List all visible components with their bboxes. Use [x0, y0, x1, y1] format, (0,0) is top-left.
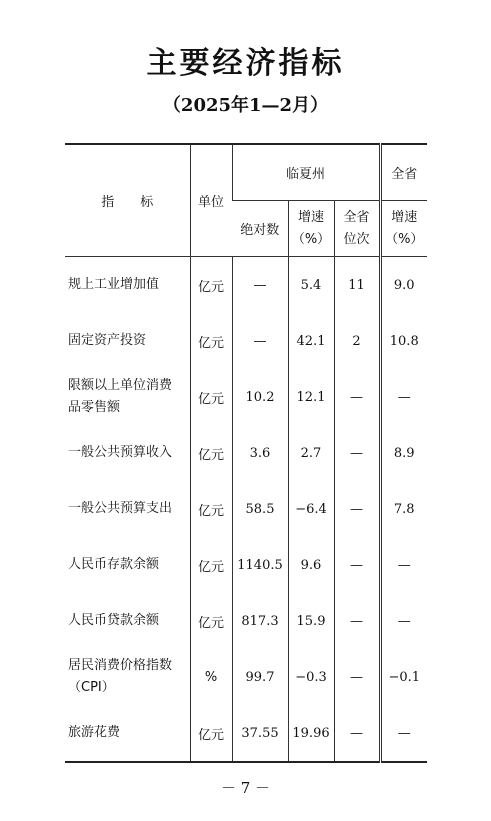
indicator-cell	[65, 425, 190, 481]
indicator-name: 一般公共预算支出	[68, 501, 173, 516]
unit-cell: 亿元	[190, 425, 232, 481]
indicator-name: 规上工业增加值	[68, 277, 160, 292]
table-row	[65, 369, 427, 425]
column-header-rank	[334, 201, 380, 257]
province-growth-cell: —	[380, 369, 427, 425]
rank-cell: —	[334, 481, 380, 537]
absolute-value-cell: —	[232, 313, 288, 369]
rank-cell: —	[334, 369, 380, 425]
rank-cell: —	[334, 537, 380, 593]
page-subtitle: （2025年1—2月）	[162, 95, 329, 116]
province-growth-cell: —	[380, 705, 427, 762]
indicator-name: 人民币贷款余额	[68, 613, 160, 628]
indicator-name: 固定资产投资	[68, 333, 147, 348]
indicator-name: 一般公共预算收入	[68, 445, 173, 460]
province-growth-cell: —	[380, 537, 427, 593]
unit-cell: 亿元	[190, 593, 232, 649]
province-growth-cell: 8.9	[380, 425, 427, 481]
indicator-table	[65, 143, 427, 763]
table-row	[65, 593, 427, 649]
rank-cell: —	[334, 593, 380, 649]
rank-cell: 11	[334, 257, 380, 314]
indicator-cell	[65, 705, 190, 762]
table-row	[65, 649, 427, 705]
column-group-province: 全省	[380, 144, 427, 201]
indicator-name-line2: 品零售额	[68, 400, 121, 415]
column-header-province-growth	[380, 201, 427, 257]
indicator-cell	[65, 649, 190, 705]
column-header-growth-line1: 增速	[297, 209, 324, 225]
growth-cell: 5.4	[288, 257, 334, 314]
column-group-linxia: 临夏州	[232, 144, 380, 201]
absolute-value-cell: 817.3	[232, 593, 288, 649]
column-header-rank-line2: 位次	[343, 231, 370, 247]
indicator-name: 人民币存款余额	[68, 557, 160, 572]
absolute-value-cell: 58.5	[232, 481, 288, 537]
unit-cell: 亿元	[190, 705, 232, 762]
absolute-value-cell: 3.6	[232, 425, 288, 481]
indicator-name-line1: 居民消费价格指数	[68, 658, 173, 673]
province-growth-cell: 9.0	[380, 257, 427, 314]
growth-cell: −0.3	[288, 649, 334, 705]
growth-cell: 12.1	[288, 369, 334, 425]
growth-cell: 42.1	[288, 313, 334, 369]
indicator-cell	[65, 369, 190, 425]
table-row	[65, 313, 427, 369]
rank-cell: —	[334, 649, 380, 705]
indicator-cell	[65, 537, 190, 593]
column-header-unit: 单位	[190, 144, 232, 257]
province-growth-cell: 10.8	[380, 313, 427, 369]
column-header-absolute: 绝对数	[240, 223, 280, 238]
column-header-growth-line2: （%）	[291, 231, 331, 247]
province-growth-cell: —	[380, 593, 427, 649]
page-title: 主要经济指标	[146, 46, 345, 81]
absolute-value-cell: 10.2	[232, 369, 288, 425]
column-header-indicator: 指 标	[101, 195, 154, 210]
growth-cell: 9.6	[288, 537, 334, 593]
growth-cell: 15.9	[288, 593, 334, 649]
table-row	[65, 425, 427, 481]
rank-cell: —	[334, 425, 380, 481]
province-growth-cell: 7.8	[380, 481, 427, 537]
rank-cell: —	[334, 705, 380, 762]
indicator-cell	[65, 593, 190, 649]
indicator-cell	[65, 257, 190, 314]
growth-cell: 2.7	[288, 425, 334, 481]
table-row	[65, 481, 427, 537]
indicator-name-line1: 限额以上单位消费	[68, 378, 173, 393]
column-header-growth	[288, 201, 334, 257]
absolute-value-cell: 99.7	[232, 649, 288, 705]
unit-cell: %	[190, 649, 232, 705]
unit-cell: 亿元	[190, 313, 232, 369]
rank-cell: 2	[334, 313, 380, 369]
table-row	[65, 537, 427, 593]
growth-cell: −6.4	[288, 481, 334, 537]
unit-cell: 亿元	[190, 369, 232, 425]
column-header-province-growth-line2: （%）	[385, 231, 424, 247]
table-row	[65, 705, 427, 762]
page-number: － 7 －	[220, 779, 271, 797]
absolute-value-cell: —	[232, 257, 288, 314]
province-growth-cell: −0.1	[380, 649, 427, 705]
column-header-province-growth-line1: 增速	[391, 209, 418, 225]
table-row	[65, 257, 427, 314]
unit-cell: 亿元	[190, 537, 232, 593]
indicator-name-line2: （CPI）	[68, 680, 115, 695]
unit-cell: 亿元	[190, 257, 232, 314]
indicator-cell	[65, 313, 190, 369]
column-header-rank-line1: 全省	[343, 209, 370, 225]
indicator-cell	[65, 481, 190, 537]
unit-cell: 亿元	[190, 481, 232, 537]
growth-cell: 19.96	[288, 705, 334, 762]
indicator-name: 旅游花费	[68, 725, 121, 740]
absolute-value-cell: 1140.5	[232, 537, 288, 593]
absolute-value-cell: 37.55	[232, 705, 288, 762]
